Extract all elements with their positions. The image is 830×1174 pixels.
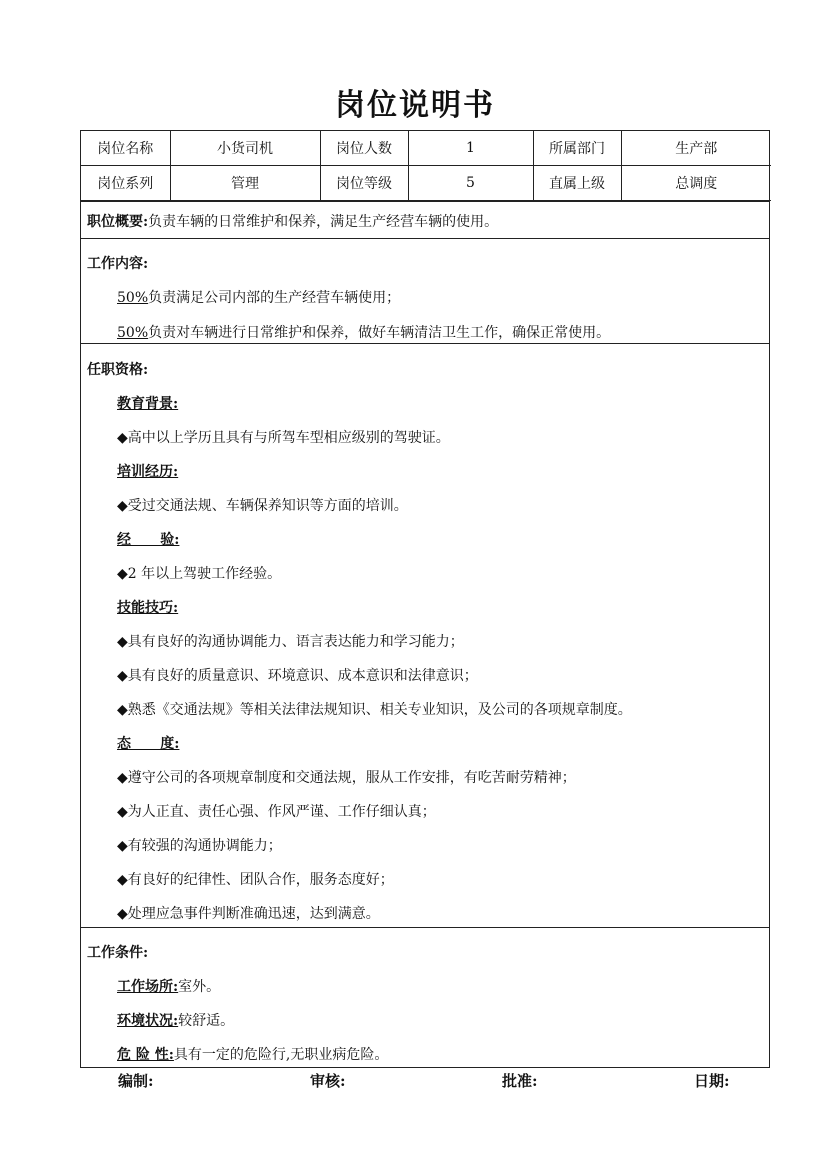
list-item-text: 负责对车辆进行日常维护和保养，做好车辆清洁卫生工作，确保正常使用。 [148, 325, 611, 341]
list-item: ◆受过交通法规、车辆保养知识等方面的培训。 [117, 498, 408, 514]
review-label: 审核: [310, 1072, 346, 1090]
list-item [81, 287, 769, 322]
date-label: 日期: [694, 1072, 730, 1090]
table-cell: 直属上级 [533, 166, 621, 201]
list-item: ◆处理应急事件判断准确迅速，达到满意。 [117, 906, 380, 922]
list-item: ◆有良好的纪律性、团队合作，服务态度好； [117, 872, 394, 888]
table-row [81, 131, 771, 166]
condition-row [81, 1010, 769, 1044]
table-cell: 岗位名称 [81, 131, 170, 166]
list-item: ◆熟悉《交通法规》等相关法律法规知识、相关专业知识，及公司的各项规章制度。 [117, 702, 632, 718]
table-row [81, 166, 771, 201]
work-content-label: 工作内容: [87, 256, 149, 272]
table-cell: 5 [408, 166, 533, 201]
qualifications-label: 任职资格: [87, 362, 149, 378]
list-item: ◆2 年以上驾驶工作经验。 [117, 566, 282, 582]
percentage: 50% [117, 290, 149, 306]
job-info-table [81, 131, 771, 201]
conditions-section [81, 927, 769, 1067]
experience-heading: 经 验: [117, 532, 180, 548]
table-cell: 岗位人数 [320, 131, 408, 166]
signature-footer [80, 1068, 770, 1094]
table-cell: 生产部 [621, 131, 771, 166]
qualifications-section [81, 343, 769, 927]
compile-label: 编制: [118, 1072, 154, 1090]
overview-section [81, 201, 769, 238]
overview-text: 负责车辆的日常维护和保养，满足生产经营车辆的使用。 [148, 214, 499, 230]
work-place-value: 室外。 [178, 979, 221, 995]
skills-heading: 技能技巧: [117, 600, 179, 616]
table-cell: 管理 [170, 166, 320, 201]
table-cell: 岗位系列 [81, 166, 170, 201]
percentage: 50% [117, 325, 149, 341]
list-item: ◆遵守公司的各项规章制度和交通法规，服从工作安排，有吃苦耐劳精神； [117, 770, 576, 786]
table-cell: 岗位等级 [320, 166, 408, 201]
list-item: ◆高中以上学历且具有与所驾车型相应级别的驾驶证。 [117, 430, 450, 446]
attitude-heading: 态 度: [117, 736, 180, 752]
job-description-form [80, 130, 770, 1068]
education-heading: 教育背景: [117, 396, 179, 412]
environment-value: 较舒适。 [178, 1013, 235, 1029]
overview-label: 职位概要: [87, 214, 149, 230]
work-content-section [81, 238, 769, 343]
list-item: ◆有较强的沟通协调能力； [117, 838, 282, 854]
danger-value: 具有一定的危险行,无职业病危险。 [173, 1047, 389, 1063]
approve-label: 批准: [502, 1072, 538, 1090]
work-place-label: 工作场所: [117, 979, 179, 995]
condition-row [81, 1044, 769, 1068]
list-item: ◆为人正直、责任心强、作风严谨、工作仔细认真； [117, 804, 436, 820]
page-title: 岗位说明书 [335, 88, 495, 123]
list-item: ◆具有良好的质量意识、环境意识、成本意识和法律意识； [117, 668, 478, 684]
training-heading: 培训经历: [117, 464, 179, 480]
table-cell: 所属部门 [533, 131, 621, 166]
conditions-label: 工作条件: [87, 945, 149, 961]
danger-label: 危 险 性: [117, 1047, 174, 1063]
table-cell: 1 [408, 131, 533, 166]
table-cell: 总调度 [621, 166, 771, 201]
environment-label: 环境状况: [117, 1013, 179, 1029]
table-cell: 小货司机 [170, 131, 320, 166]
condition-row [81, 976, 769, 1010]
list-item-text: 负责满足公司内部的生产经营车辆使用； [148, 290, 401, 306]
list-item: ◆具有良好的沟通协调能力、语言表达能力和学习能力； [117, 634, 464, 650]
